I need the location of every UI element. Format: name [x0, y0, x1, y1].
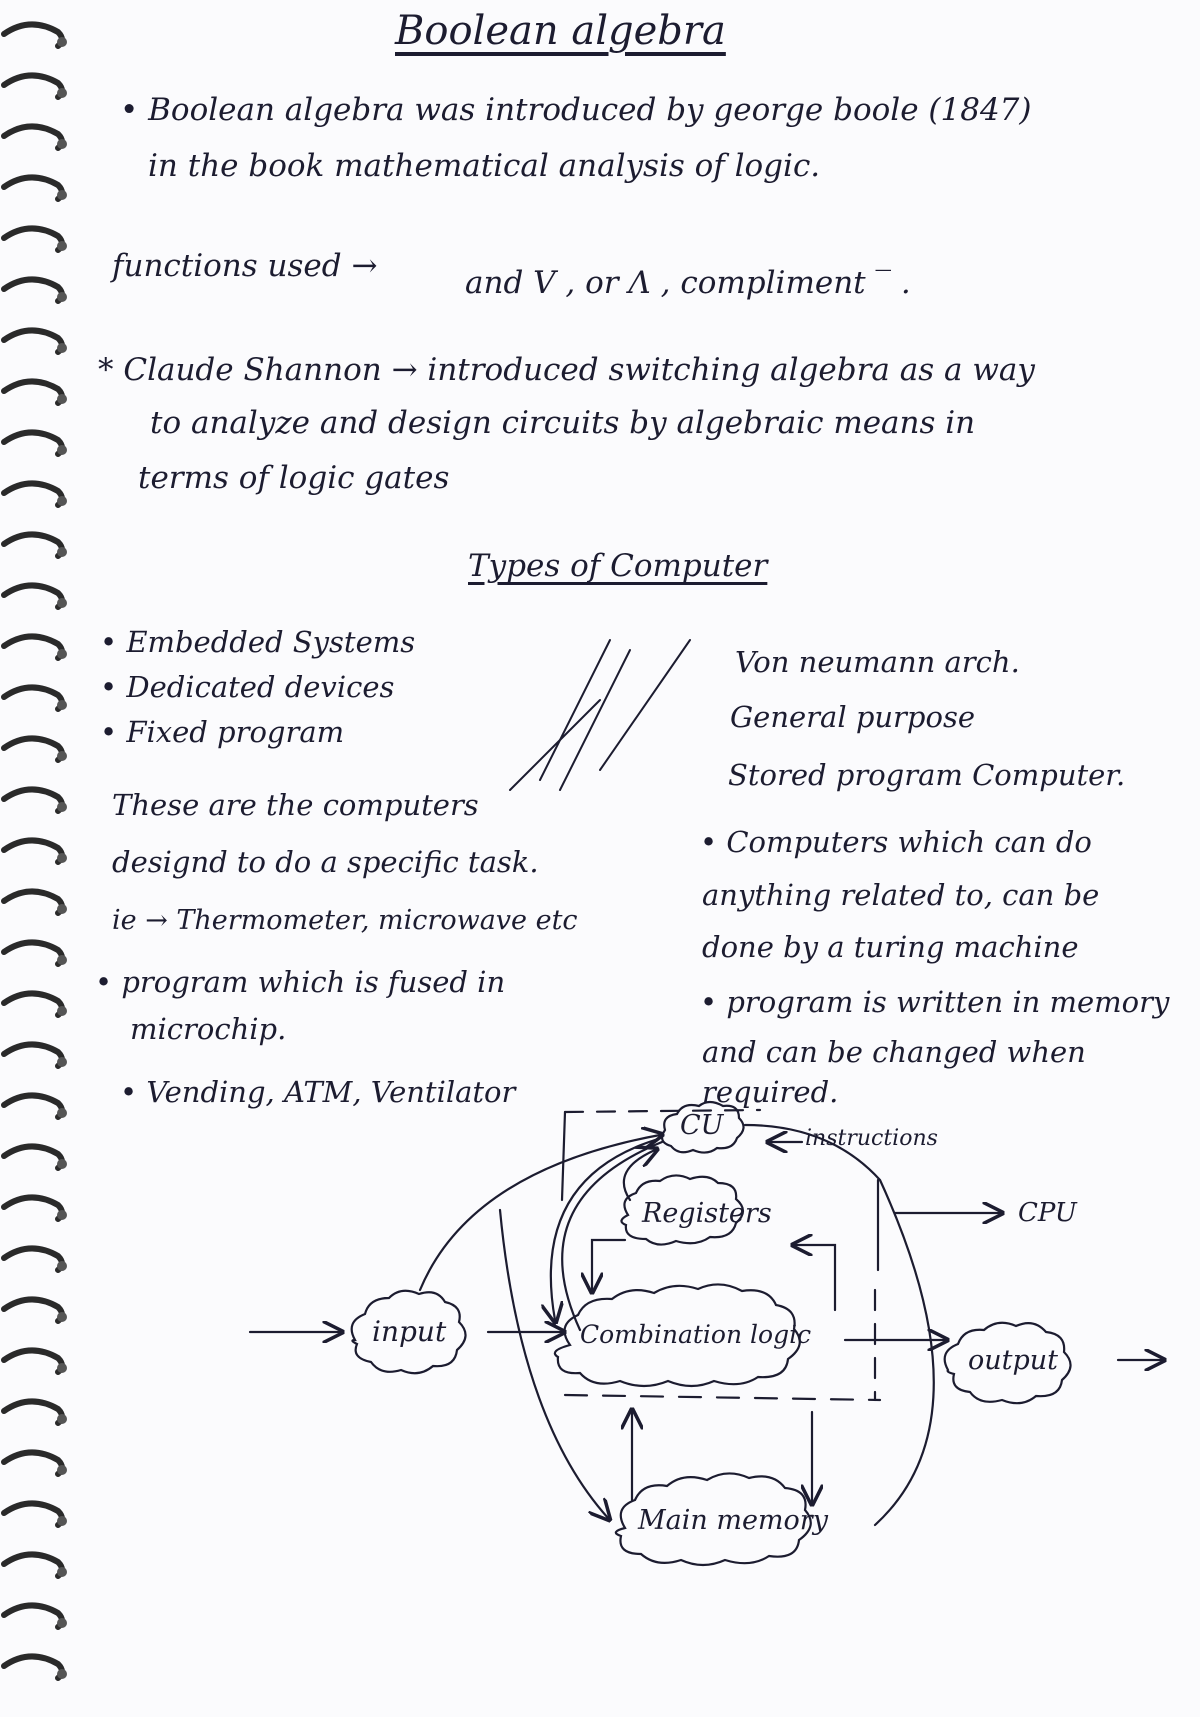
shannon-line-3: terms of logic gates	[138, 460, 450, 496]
left-bullet-1: • Embedded Systems	[100, 625, 416, 659]
page-title: Boolean algebra	[395, 8, 726, 54]
right-point-4: • program is written in memory	[700, 985, 1170, 1019]
right-point-2: anything related to, can be	[702, 878, 1100, 912]
types-heading: Types of Computer	[468, 548, 768, 584]
functions-list: and V , or Λ , compliment ‾ .	[465, 265, 911, 301]
left-prog-1: • program which is fused in	[95, 965, 506, 999]
left-prog-2: microchip.	[130, 1012, 287, 1046]
intro-line-1: • Boolean algebra was introduced by george boole (1847)	[120, 92, 1032, 128]
intro-line-2: in the book mathematical analysis of logic.	[148, 148, 821, 184]
right-point-6: required.	[702, 1075, 839, 1109]
right-point-3: done by a turing machine	[702, 930, 1079, 964]
cpu-label: CPU	[1018, 1198, 1077, 1228]
output-label: output	[968, 1345, 1059, 1376]
left-desc-1: These are the computers	[112, 788, 479, 822]
right-line-3: Stored program Computer.	[728, 758, 1126, 792]
left-desc-2: designd to do a specific task.	[112, 845, 539, 879]
right-point-1: • Computers which can do	[700, 825, 1092, 859]
right-line-1: Von neumann arch.	[735, 645, 1020, 679]
shannon-line-2: to analyze and design circuits by algebraic means in	[150, 405, 976, 441]
shannon-line-1: * Claude Shannon → introduced switching algebra as a way	[98, 352, 1035, 388]
registers-label: Registers	[642, 1198, 772, 1229]
functions-label: functions used →	[112, 248, 378, 284]
main-memory-label: Main memory	[638, 1505, 828, 1536]
left-bullet-2: • Dedicated devices	[100, 670, 395, 704]
combination-logic-label: Combination logic	[580, 1320, 812, 1349]
left-bullet-3: • Fixed program	[100, 715, 345, 749]
instructions-label: instructions	[805, 1126, 938, 1151]
input-label: input	[372, 1315, 447, 1348]
right-point-5: and can be changed when	[702, 1035, 1086, 1069]
left-desc-3: ie → Thermometer, microwave etc	[112, 905, 578, 936]
cu-label: CU	[680, 1110, 724, 1141]
right-line-2: General purpose	[730, 700, 975, 734]
left-examples: • Vending, ATM, Ventilator	[120, 1075, 516, 1109]
